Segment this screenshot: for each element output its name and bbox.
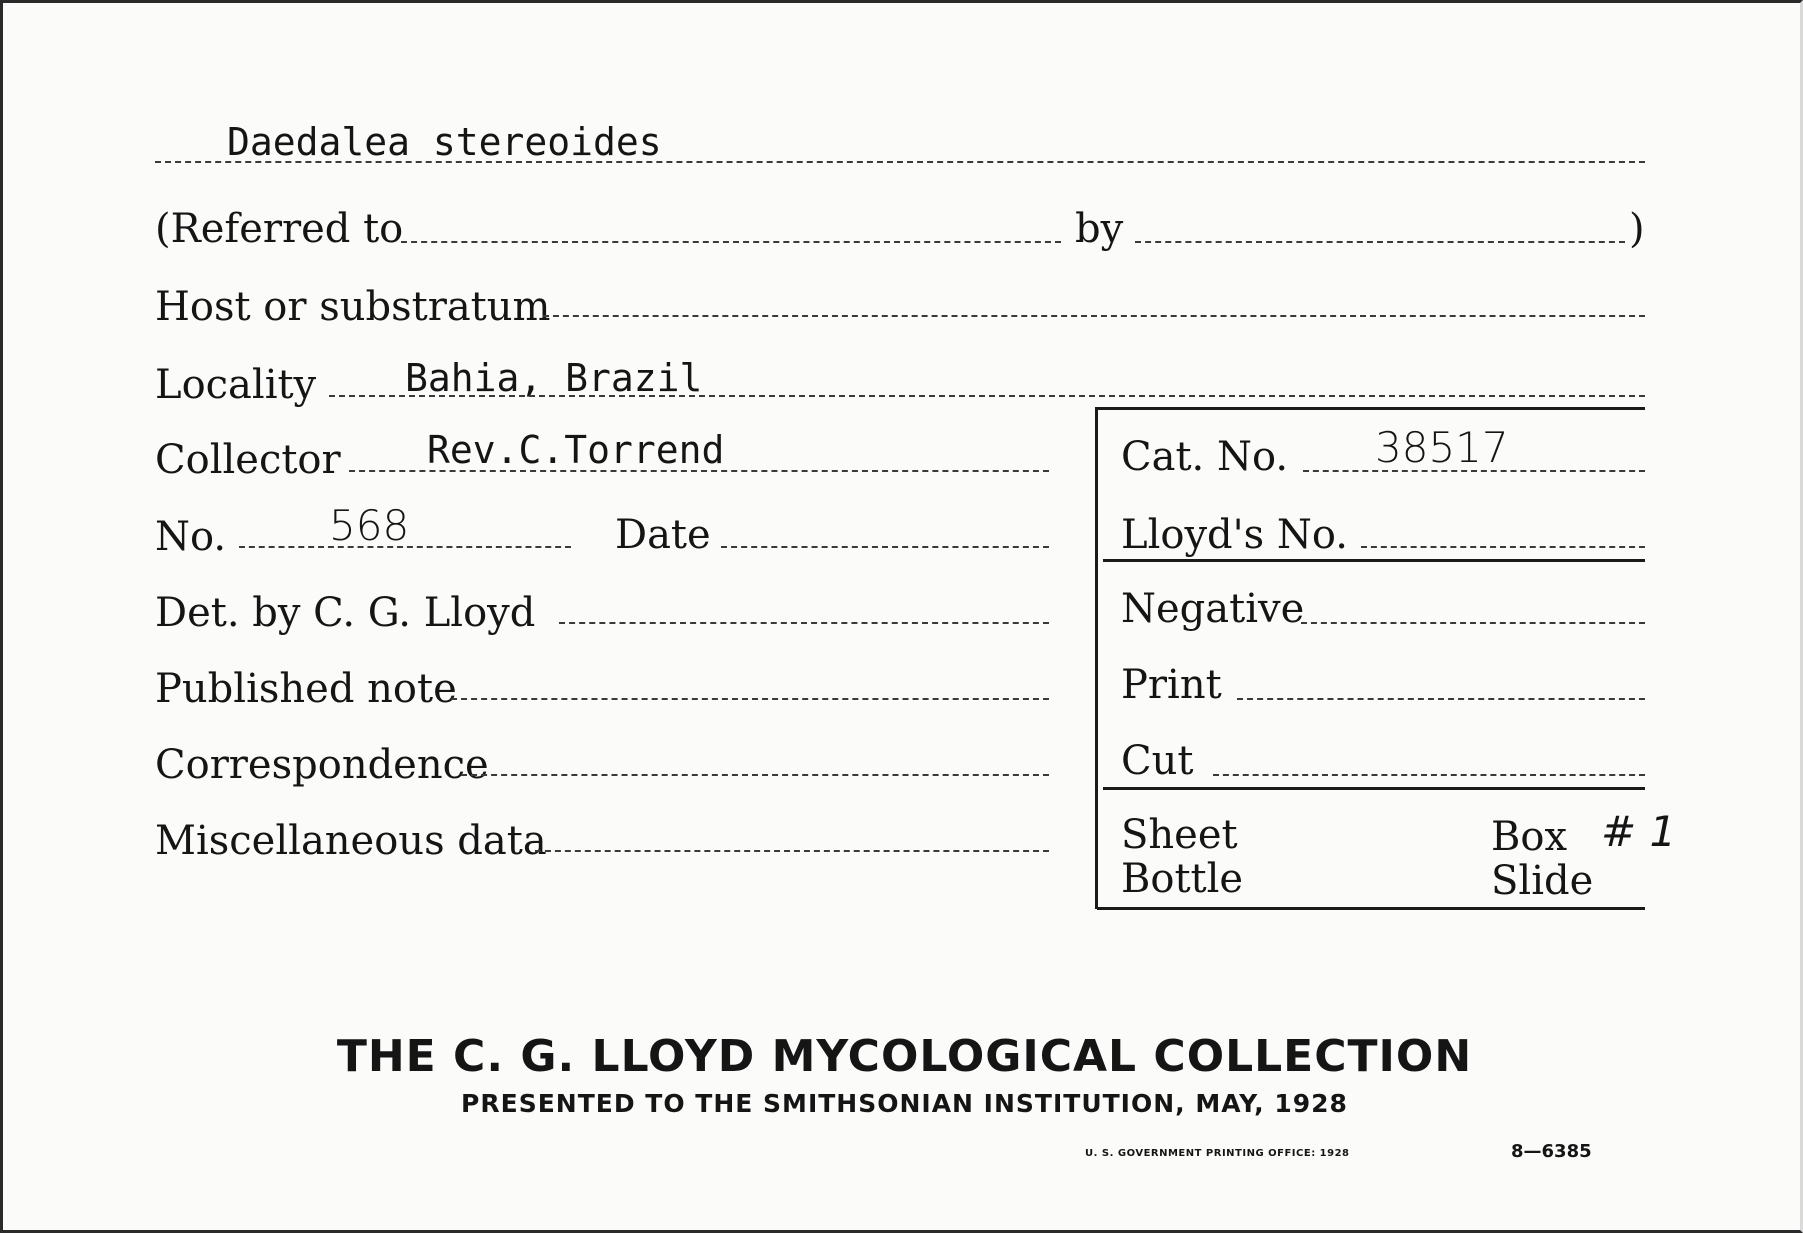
cat-no-field[interactable] bbox=[1303, 470, 1645, 472]
host-field[interactable] bbox=[543, 315, 1645, 317]
referred-to-field[interactable] bbox=[401, 241, 1061, 243]
correspondence-field[interactable] bbox=[461, 774, 1049, 776]
negative-field[interactable] bbox=[1301, 622, 1645, 624]
det-by-label: Det. by C. G. Lloyd bbox=[155, 590, 536, 636]
referred-to-label: (Referred to bbox=[155, 206, 404, 252]
det-by-field[interactable] bbox=[559, 622, 1049, 624]
cut-rule bbox=[1103, 787, 1645, 790]
cut-label: Cut bbox=[1121, 738, 1194, 784]
published-note-label: Published note bbox=[155, 666, 457, 712]
lloyds-rule bbox=[1103, 559, 1645, 562]
species-name: Daedalea stereoides bbox=[227, 120, 662, 164]
negative-label: Negative bbox=[1121, 586, 1305, 632]
correspondence-label: Correspondence bbox=[155, 742, 489, 788]
lloyds-no-field[interactable] bbox=[1361, 546, 1645, 548]
locality-value: Bahia, Brazil bbox=[405, 356, 703, 400]
date-label: Date bbox=[615, 512, 711, 558]
print-label: Print bbox=[1121, 662, 1222, 708]
bottle-label: Bottle bbox=[1121, 856, 1244, 902]
number-value: 568 bbox=[329, 501, 410, 550]
box-label: Box bbox=[1491, 814, 1568, 860]
slide-label: Slide bbox=[1491, 858, 1594, 904]
lloyds-no-label: Lloyd's No. bbox=[1121, 512, 1348, 558]
cut-field[interactable] bbox=[1213, 774, 1645, 776]
print-field[interactable] bbox=[1237, 698, 1645, 700]
form-code: 8—6385 bbox=[1511, 1141, 1592, 1162]
referred-by-label: by bbox=[1075, 206, 1124, 252]
collector-field[interactable] bbox=[349, 470, 1049, 472]
printer-credit: U. S. GOVERNMENT PRINTING OFFICE: 1928 bbox=[1085, 1148, 1350, 1159]
right-panel-border bbox=[1095, 407, 1098, 909]
cat-no-value: 38517 bbox=[1375, 423, 1509, 472]
misc-field[interactable] bbox=[535, 850, 1049, 852]
referred-by-field[interactable] bbox=[1135, 241, 1625, 243]
collector-value: Rev.C.Torrend bbox=[427, 428, 725, 472]
locality-field[interactable] bbox=[329, 395, 1645, 397]
referred-close-paren: ) bbox=[1629, 206, 1645, 252]
collection-title: THE C. G. LLOYD MYCOLOGICAL COLLECTION bbox=[336, 1031, 1473, 1082]
right-panel-top-rule bbox=[1097, 407, 1645, 410]
number-field[interactable] bbox=[239, 546, 571, 548]
published-note-field[interactable] bbox=[451, 698, 1049, 700]
date-field[interactable] bbox=[721, 546, 1049, 548]
host-label: Host or substratum bbox=[155, 284, 551, 330]
cat-no-label: Cat. No. bbox=[1121, 434, 1289, 480]
species-line bbox=[155, 161, 1645, 163]
number-label: No. bbox=[155, 514, 227, 560]
collector-label: Collector bbox=[155, 437, 341, 483]
misc-label: Miscellaneous data bbox=[155, 818, 547, 864]
box-value: # 1 bbox=[1601, 807, 1677, 856]
storage-bottom-rule bbox=[1097, 907, 1645, 910]
collection-subtitle: PRESENTED TO THE SMITHSONIAN INSTITUTION, MAY, 1928 bbox=[461, 1089, 1348, 1118]
locality-label: Locality bbox=[155, 362, 317, 408]
sheet-label: Sheet bbox=[1121, 812, 1238, 858]
